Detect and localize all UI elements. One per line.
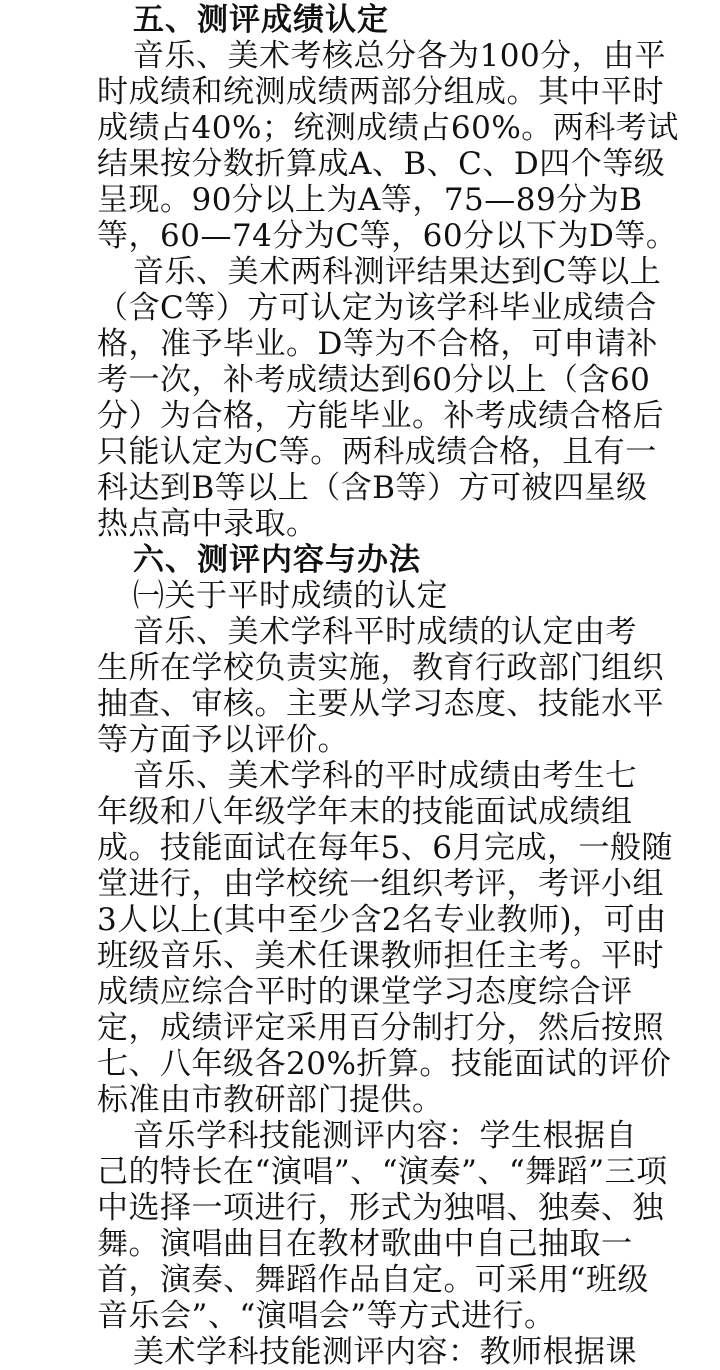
text-line: 七、八年级各20%折算。技能面试的评价 [97,1046,672,1082]
text-line: 等方面予以评价。 [97,722,349,758]
text-line: 抽查、审核。主要从学习态度、技能水平 [97,686,664,722]
text-line: 己的特长在“演唱”、“演奏”、“舞蹈”三项 [97,1154,668,1190]
text-line: 堂进行，由学校统一组织考评，考评小组 [97,866,664,902]
text-line: 音乐学科技能测评内容：学生根据自 [133,1118,637,1154]
text-line: 音乐、美术学科的平时成绩由考生七 [133,758,637,794]
text-line: 美术学科技能测评内容：教师根据课 [133,1334,637,1370]
text-line: 音乐、美术考核总分各为100分，由平 [133,38,667,74]
text-line: 科达到B等以上（含B等）方可被四星级 [97,470,648,506]
section-heading-5: 五、测评成绩认定 [133,2,389,38]
text-line: 等，60—74分为C等，60分以下为D等。 [97,218,678,254]
text-line: 只能认定为C等。两科成绩合格，且有一 [97,434,657,470]
text-line: 3人以上(其中至少含2名专业教师)，可由 [97,902,667,938]
text-line: 成。技能面试在每年5、6月完成，一般随 [97,830,673,866]
text-line: 热点高中录取。 [97,506,318,542]
text-line: 成绩应综合平时的课堂学习态度综合评 [97,974,633,1010]
text-line: 班级音乐、美术任课教师担任主考。平时 [97,938,664,974]
text-line: 分）为合格，方能毕业。补考成绩合格后 [97,398,664,434]
text-line: 定，成绩评定采用百分制打分，然后按照 [97,1010,664,1046]
text-line: 格，准予毕业。D等为不合格，可申请补 [97,326,658,362]
text-line: 结果按分数折算成A、B、C、D四个等级 [97,146,666,182]
text-line: 音乐、美术两科测评结果达到C等以上 [133,254,662,290]
text-line: 时成绩和统测成绩两部分组成。其中平时 [97,74,664,110]
text-line: 标准由市教研部门提供。 [97,1082,444,1118]
section-heading-6: 六、测评内容与办法 [133,542,421,578]
text-line: 考一次，补考成绩达到60分以上（含60 [97,362,651,398]
subsection-heading: ㈠关于平时成绩的认定 [133,578,448,614]
text-line: 舞。演唱曲目在教材歌曲中自己抽取一 [97,1226,633,1262]
text-line: 首，演奏、舞蹈作品自定。可采用“班级 [97,1262,649,1298]
text-line: 生所在学校负责实施，教育行政部门组织 [97,650,664,686]
text-line: 年级和八年级学年末的技能面试成绩组 [97,794,633,830]
text-line: 成绩占40%；统测成绩占60%。两科考试 [97,110,679,146]
text-line: 音乐会”、“演唱会”等方式进行。 [97,1298,556,1334]
text-line: 中选择一项进行，形式为独唱、独奏、独 [97,1190,664,1226]
text-line: 音乐、美术学科平时成绩的认定由考 [133,614,637,650]
text-line: （含C等）方可认定为该学科毕业成绩合 [97,290,657,326]
text-line: 呈现。90分以上为A等，75—89分为B [97,182,643,218]
